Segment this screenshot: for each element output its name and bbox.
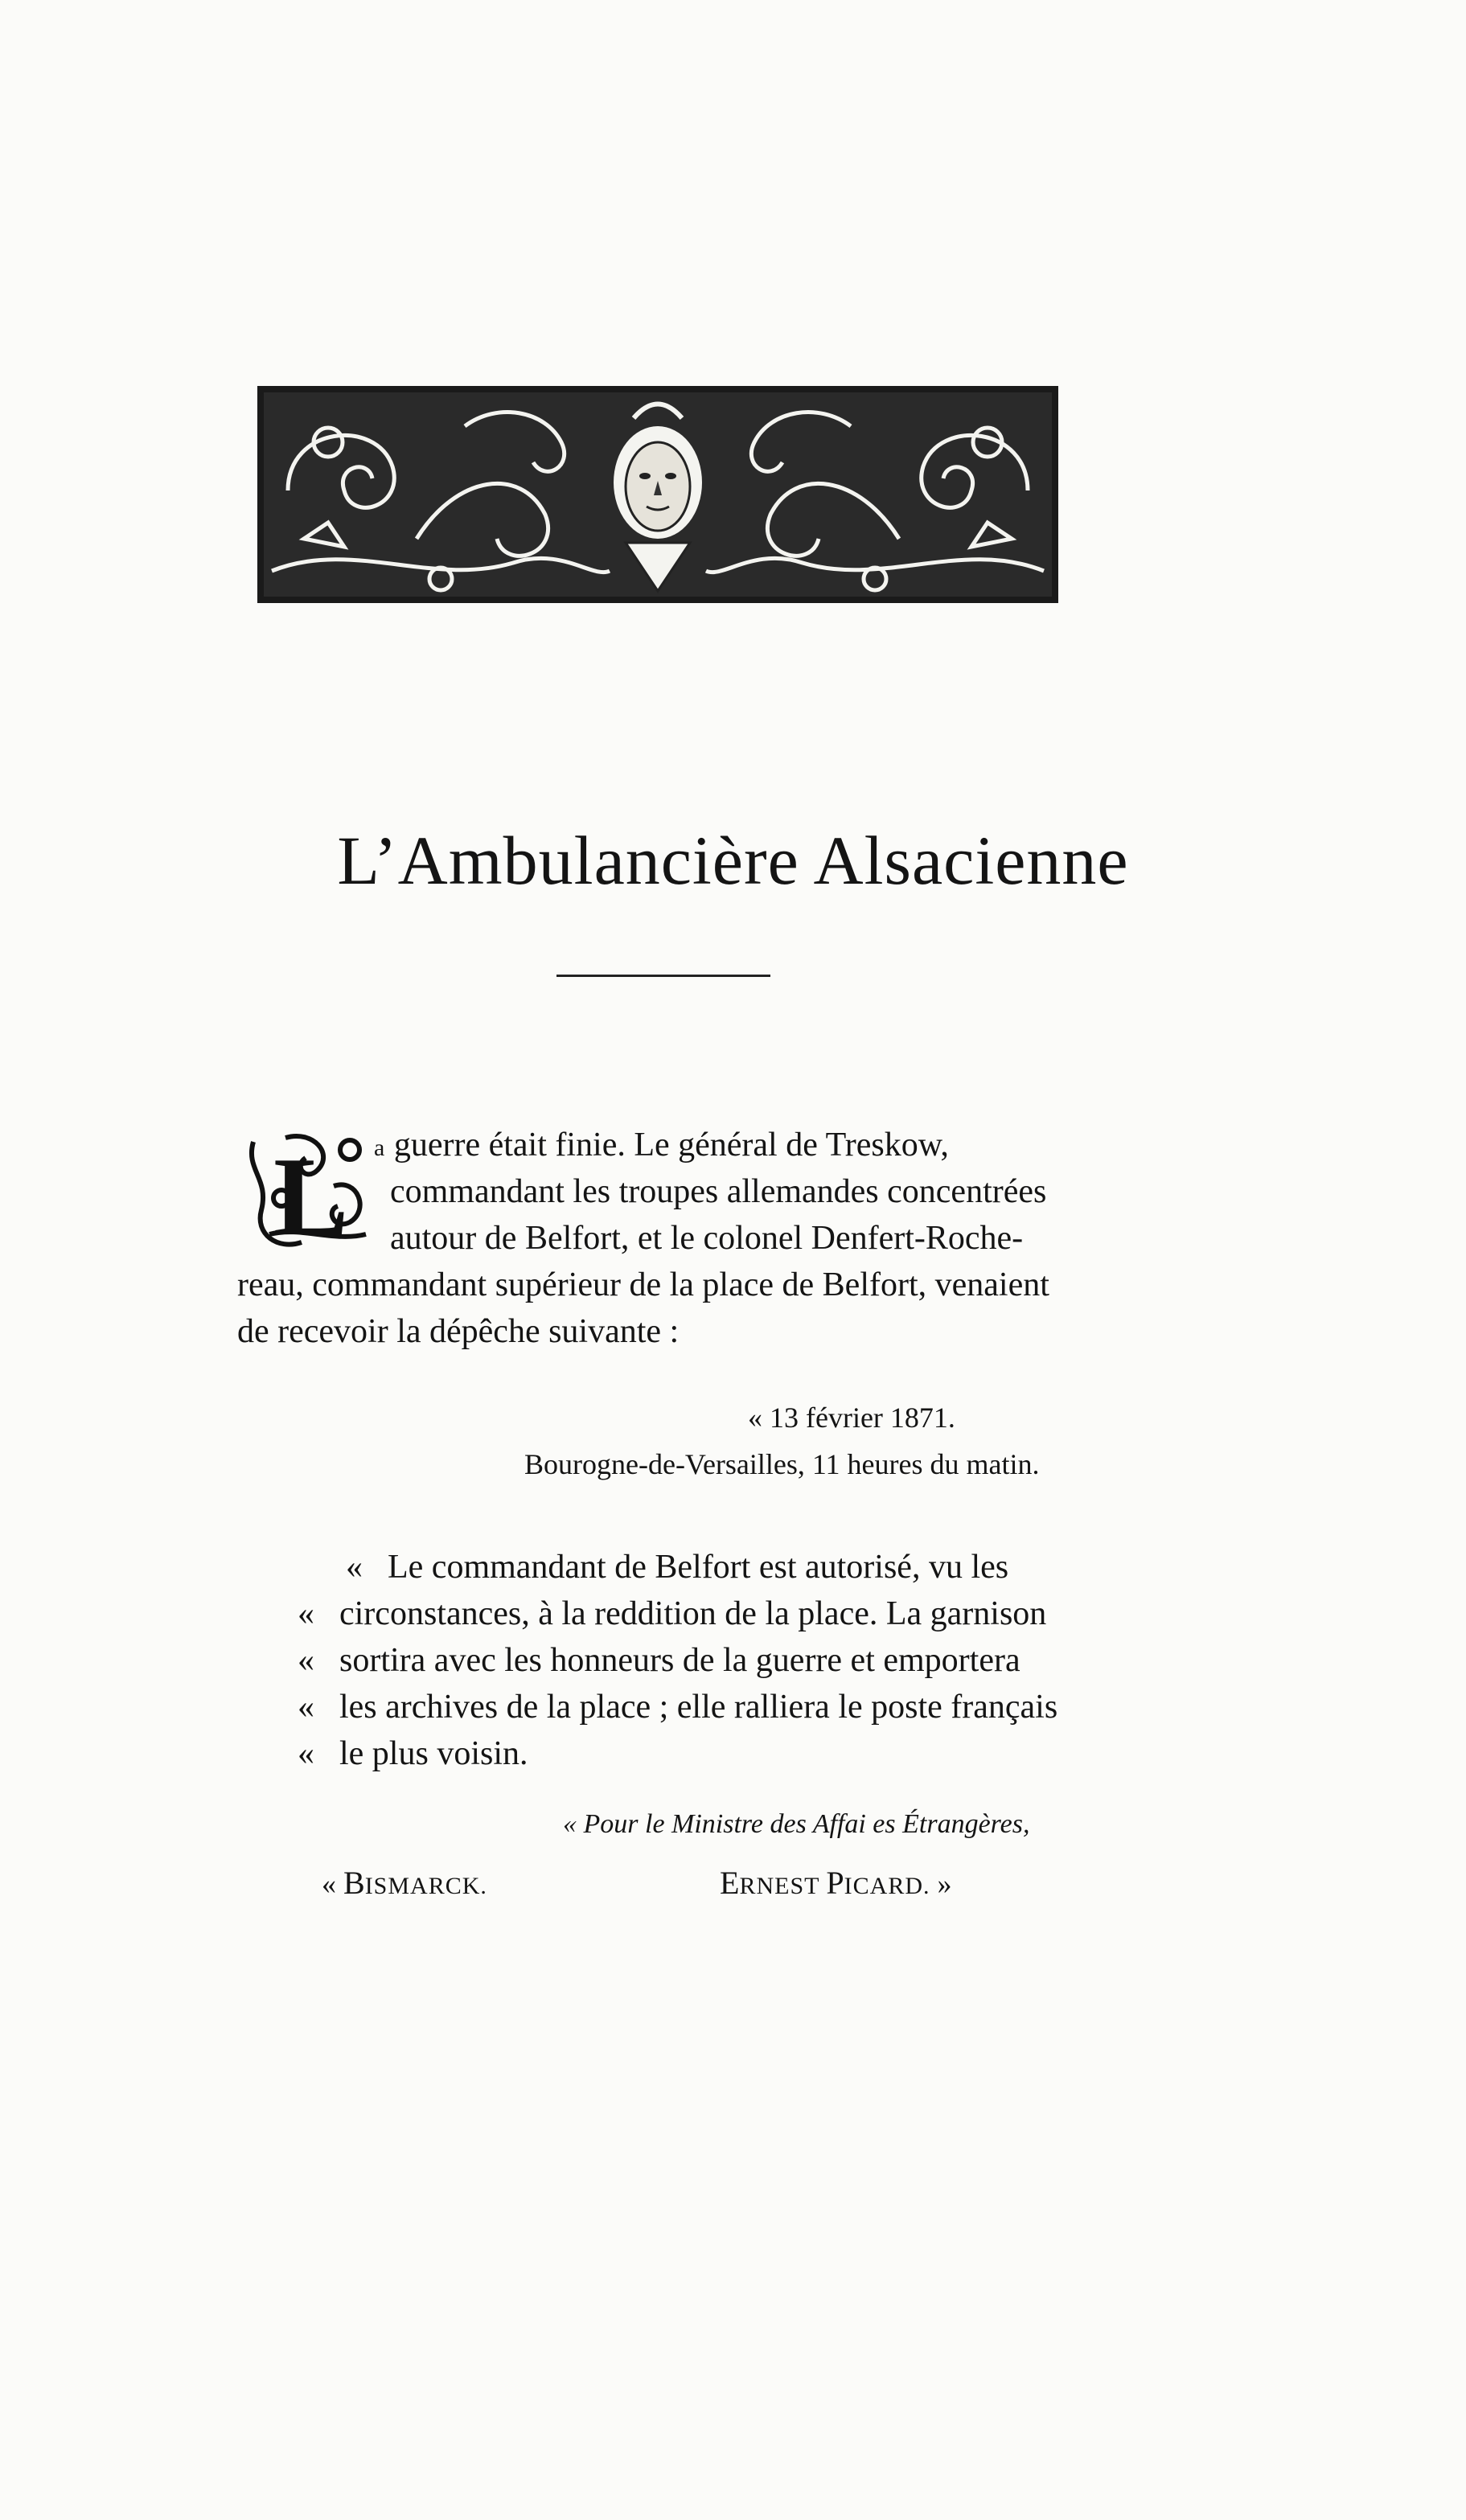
paragraph-line-4: reau, commandant supérieur de la place de Belfort, venaient: [237, 1266, 1049, 1303]
dispatch-line: « circonstances, à la reddition de la place. La garnison: [298, 1595, 1047, 1632]
dispatch-line: « sortira avec les honneurs de la guerre et emportera: [298, 1642, 1020, 1679]
dispatch-line: « Le commandant de Belfort est autorisé, vu les: [346, 1549, 1009, 1586]
dispatch-date: « 13 février 1871.: [748, 1402, 955, 1434]
drop-initial-letter: L: [273, 1135, 349, 1258]
dispatch-place-time: Bourogne-de-Versailles, 11 heures du matin.: [524, 1448, 1040, 1480]
drop-initial: [237, 1122, 374, 1258]
document-title: L’Ambulancière Alsacienne: [337, 822, 1129, 899]
ornamental-letter-l-icon: [237, 1122, 374, 1258]
headpiece-engraving-icon: [256, 378, 1060, 611]
small-caps-letter: a: [374, 1135, 386, 1161]
paragraph-line-3: autour de Belfort, et le colonel Denfert-Roche-: [390, 1220, 1024, 1257]
paragraph-line-2: commandant les troupes allemandes concentrées: [390, 1173, 1047, 1210]
paragraph-line-5: de recevoir la dépêche suivante :: [237, 1313, 680, 1350]
paragraph-line-1: a guerre était finie. Le général de Treskow,: [374, 1127, 949, 1164]
title-divider: [556, 975, 770, 977]
dispatch-line: « le plus voisin.: [298, 1735, 528, 1772]
signature-bismarck: « BISMARCK.: [322, 1865, 487, 1901]
signature-picard: ERNEST PICARD. »: [720, 1865, 952, 1901]
dispatch-line: « les archives de la place ; elle ralliera le poste français: [298, 1689, 1058, 1726]
signature-note: « Pour le Ministre des Affai es Étrangères,: [563, 1809, 1030, 1839]
ornamental-headpiece: [256, 378, 1060, 611]
